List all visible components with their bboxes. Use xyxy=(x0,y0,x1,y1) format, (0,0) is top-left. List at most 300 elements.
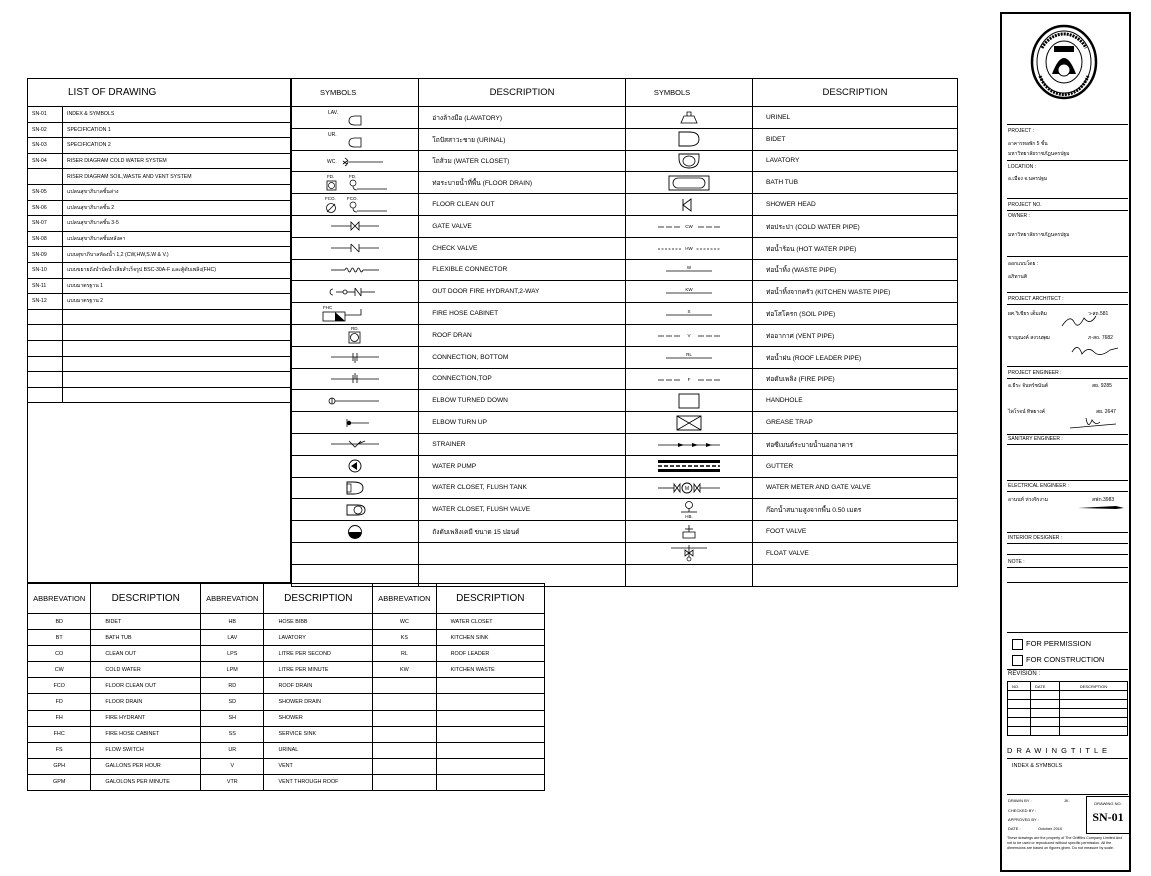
abbreviation-code: KS xyxy=(373,630,436,646)
symbol-cell xyxy=(292,281,419,303)
symbol-description: FIRE HOSE CABINET xyxy=(419,303,626,325)
location-value: อ.เมือง จ.นครปฐม xyxy=(1008,176,1048,182)
wc-flush-tank-symbol xyxy=(325,479,385,497)
abbreviation-row xyxy=(28,742,545,758)
symbol-description: ท่อน้ำทิ้ง (WASTE PIPE) xyxy=(752,259,957,281)
svg-text:FHC: FHC xyxy=(323,304,333,310)
architect-1-license: ว-สถ.581 xyxy=(1088,311,1109,317)
owner-label: OWNER : xyxy=(1008,213,1030,219)
abbreviation-code: SD xyxy=(201,694,264,710)
abbreviation-description xyxy=(436,758,544,774)
symbol-cell xyxy=(292,237,419,259)
symbol-description: ท่อระบายน้ำที่พื้น (FLOOR DRAIN) xyxy=(419,172,626,194)
symbol-row xyxy=(292,368,958,390)
project-name: อาคารหอพัก 5 ชั้น xyxy=(1008,141,1048,147)
abbreviation-code: CO xyxy=(28,646,91,662)
abbreviation-description: HOSE BIBB xyxy=(264,614,373,630)
svg-text:FCO.: FCO. xyxy=(325,195,336,201)
waste-pipe-symbol xyxy=(654,263,724,277)
drawing-name xyxy=(63,309,291,325)
symbol-description: โถส้วม (WATER CLOSET) xyxy=(419,150,626,172)
symbol-description: ก๊อกน้ำสนามสูงจากพื้น 0.50 เมตร xyxy=(752,499,957,521)
symbol-cell xyxy=(625,107,752,129)
abbreviation-code: FCO xyxy=(28,678,91,694)
list-of-drawing-title: LIST OF DRAWING xyxy=(28,79,291,107)
fire-pipe-symbol xyxy=(654,372,724,386)
architect-1-name: ผศ.วิเชียร เต็มเติม xyxy=(1008,311,1047,317)
symbol-description: GUTTER xyxy=(752,455,957,477)
symbol-row xyxy=(292,412,958,434)
symbol-cell xyxy=(292,215,419,237)
svg-text:HW: HW xyxy=(685,246,693,252)
symbol-description: BATH TUB xyxy=(752,172,957,194)
symbol-cell xyxy=(625,150,752,172)
abbreviation-description: COLD WATER xyxy=(91,662,201,678)
fire-hydrant-symbol xyxy=(325,285,385,299)
symbol-description: FLOOR CLEAN OUT xyxy=(419,194,626,216)
university-seal-icon xyxy=(1030,24,1098,100)
abbreviation-description: LITRE PER MINUTE xyxy=(264,662,373,678)
interior-designer-label: INTERIOR DESIGNER : xyxy=(1008,535,1063,541)
symbol-description xyxy=(419,542,626,564)
drawing-list-row xyxy=(28,372,291,388)
drawing-list-row xyxy=(28,122,291,138)
abbreviation-code: BD xyxy=(28,614,91,630)
drawing-code: SN-10 xyxy=(28,262,63,278)
symbol-row xyxy=(292,194,958,216)
lavatory-symbol xyxy=(325,108,385,126)
drawing-list-row xyxy=(28,262,291,278)
symbol-row xyxy=(292,390,958,412)
drawing-code: SN-07 xyxy=(28,216,63,232)
svg-text:RL: RL xyxy=(686,352,692,358)
drawing-list-row xyxy=(28,325,291,341)
abbreviation-code: UR xyxy=(201,742,264,758)
symbol-row xyxy=(292,172,958,194)
handhole-symbol xyxy=(659,392,719,410)
symbol-description: ท่อน้ำทิ้งจากครัว (KITCHEN WASTE PIPE) xyxy=(752,281,957,303)
abbr-description-header-1: DESCRIPTION xyxy=(91,584,201,614)
symbol-description: ท่อดับเพลิง (FIRE PIPE) xyxy=(752,368,957,390)
checked-by-label: CHECKED BY : xyxy=(1008,808,1037,813)
roof-leader-pipe-symbol xyxy=(654,350,724,364)
drawing-code xyxy=(28,325,63,341)
symbol-description: ท่อประปา (COLD WATER PIPE) xyxy=(752,215,957,237)
symbol-description: HANDHOLE xyxy=(752,390,957,412)
revision-description-header: DESCRIPTION xyxy=(1060,682,1128,691)
svg-text:LAV.: LAV. xyxy=(328,110,339,117)
symbol-cell xyxy=(625,259,752,281)
symbol-description: WATER PUMP xyxy=(419,455,626,477)
symbol-row xyxy=(292,346,958,368)
abbreviation-code: V xyxy=(201,758,264,774)
drawing-code xyxy=(28,309,63,325)
abbreviation-description: VENT THROUGH ROOF xyxy=(264,774,373,790)
symbol-cell xyxy=(625,128,752,150)
abbreviation-code: BT xyxy=(28,630,91,646)
drawing-list-row xyxy=(28,340,291,356)
drawing-list-row xyxy=(28,309,291,325)
abbreviation-code xyxy=(373,678,436,694)
symbols-header-2: SYMBOLS xyxy=(625,79,752,107)
location-label: LOCATION : xyxy=(1008,164,1036,170)
abbreviation-description: WATER CLOSET xyxy=(436,614,544,630)
symbols-table xyxy=(291,78,958,587)
drawing-code: SN-03 xyxy=(28,138,63,154)
drain-pipe-symbol xyxy=(654,437,724,451)
for-permission-label: FOR PERMISSION xyxy=(1026,639,1092,648)
symbol-cell xyxy=(625,412,752,434)
abbreviation-row xyxy=(28,774,545,790)
revision-label: REVISION : xyxy=(1008,671,1041,677)
drawing-name: แบบสุขาภิบาลห้องน้ำ 1,2 (CW,HW,S.W & V.) xyxy=(63,247,291,263)
symbol-row xyxy=(292,107,958,129)
title-block xyxy=(1000,12,1131,872)
drawing-code: SN-12 xyxy=(28,294,63,310)
svg-text:RD.: RD. xyxy=(351,326,359,332)
symbol-description: LAVATORY xyxy=(752,150,957,172)
symbol-description: BIDET xyxy=(752,128,957,150)
drawing-no-box xyxy=(1086,796,1130,834)
symbol-cell xyxy=(625,477,752,499)
gate-valve-symbol xyxy=(325,219,385,233)
water-meter-symbol xyxy=(654,480,724,496)
project-label: PROJECT : xyxy=(1008,128,1035,134)
drawing-title-value: INDEX & SYMBOLS xyxy=(1012,763,1063,769)
drawn-by-label: DRAWN BY : xyxy=(1008,798,1032,803)
symbol-row xyxy=(292,303,958,325)
roof-drain-symbol xyxy=(325,325,385,345)
abbreviation-description: KITCHEN WASTE xyxy=(436,662,544,678)
symbol-description: ท่ออากาศ (VENT PIPE) xyxy=(752,324,957,346)
svg-text:F: F xyxy=(687,376,691,382)
urinal-symbol xyxy=(325,130,385,148)
symbol-description: ถังดับเพลิงเคมี ขนาด 15 ปอนด์ xyxy=(419,521,626,543)
drawing-code: SN-04 xyxy=(28,153,63,169)
symbol-cell xyxy=(625,564,752,586)
hot-water-pipe-symbol xyxy=(654,241,724,255)
float-valve-symbol xyxy=(659,544,719,562)
project-owner-line: มหาวิทยาลัยราชภัฏนครปฐม xyxy=(1008,151,1070,157)
symbol-cell xyxy=(625,521,752,543)
cold-water-pipe-symbol xyxy=(654,219,724,233)
gutter-symbol xyxy=(654,458,724,474)
hose-bibb-symbol xyxy=(659,500,719,520)
symbol-row xyxy=(292,499,958,521)
symbol-description: STRAINER xyxy=(419,433,626,455)
svg-text:UR.: UR. xyxy=(328,132,337,139)
drawing-list-row xyxy=(28,200,291,216)
symbols-header-1: SYMBOLS xyxy=(292,79,419,107)
abbreviation-description: SERVICE SINK xyxy=(264,726,373,742)
svg-text:W: W xyxy=(686,264,692,270)
drawing-name: แบบมาตรฐาน 1 xyxy=(63,278,291,294)
symbol-description: ELBOW TURN UP xyxy=(419,412,626,434)
symbol-description: อ่างล้างมือ (LAVATORY) xyxy=(419,107,626,129)
symbol-cell xyxy=(292,150,419,172)
symbol-description: ELBOW TURNED DOWN xyxy=(419,390,626,412)
floor-clean-out-symbol xyxy=(315,195,395,215)
bidet-symbol xyxy=(659,130,719,148)
abbreviation-description xyxy=(436,726,544,742)
engineer-2-name: ไพโรจน์ ทิพยางค์ xyxy=(1008,409,1046,415)
symbol-row xyxy=(292,542,958,564)
grease-trap-symbol xyxy=(659,414,719,432)
abbreviation-code xyxy=(373,758,436,774)
symbol-description: WATER METER AND GATE VALVE xyxy=(752,477,957,499)
water-closet-symbol xyxy=(325,152,385,170)
abbreviation-description: ROOF DRAIN xyxy=(264,678,373,694)
drawing-name xyxy=(63,325,291,341)
vent-pipe-symbol xyxy=(654,328,724,342)
abbreviation-description xyxy=(436,678,544,694)
drawing-code xyxy=(28,169,63,185)
abbreviation-code: LPM xyxy=(201,662,264,678)
engineer-1-license: สย. 9285 xyxy=(1092,383,1112,389)
drawing-name: INDEX & SYMBOLS xyxy=(63,107,291,123)
abbreviation-code: FS xyxy=(28,742,91,758)
architect-2-name: ชาญณงค์ สงวนพุฒ xyxy=(1008,335,1050,341)
elbow-up-symbol xyxy=(325,416,385,430)
drawing-list-row xyxy=(28,247,291,263)
symbol-cell xyxy=(292,128,419,150)
drawing-name xyxy=(63,356,291,372)
drawing-name: RISER DIAGRAM COLD WATER SYSTEM xyxy=(63,153,291,169)
abbreviation-row xyxy=(28,646,545,662)
abbreviation-description: SHOWER xyxy=(264,710,373,726)
symbol-cell xyxy=(292,194,419,216)
abbreviation-code: LAV xyxy=(201,630,264,646)
symbol-description: CONNECTION, BOTTOM xyxy=(419,346,626,368)
symbol-cell xyxy=(292,346,419,368)
electrical-engineer-label: ELECTRICAL ENGINEER : xyxy=(1008,483,1069,489)
abbreviation-description: CLEAN OUT xyxy=(91,646,201,662)
designed-by-label: ออกแบบโดย : xyxy=(1008,261,1039,267)
symbol-row xyxy=(292,455,958,477)
drawing-list-row xyxy=(28,216,291,232)
drawing-name xyxy=(63,387,291,403)
drawing-code xyxy=(28,372,63,388)
abbreviation-description: URINAL xyxy=(264,742,373,758)
date-label: DATE : xyxy=(1008,826,1021,831)
abbreviation-code: SS xyxy=(201,726,264,742)
engineer-label: PROJECT ENGINEER : xyxy=(1008,370,1062,376)
for-construction-label: FOR CONSTRUCTION xyxy=(1026,655,1105,664)
drawing-no-label: DRAWING NO. xyxy=(1094,801,1122,806)
revision-table xyxy=(1007,681,1128,736)
wc-flush-valve-symbol xyxy=(325,501,385,519)
drawing-code xyxy=(28,356,63,372)
drawing-name: SPECIFICATION 2 xyxy=(63,138,291,154)
symbol-row xyxy=(292,128,958,150)
for-permission-checkbox[interactable] xyxy=(1012,639,1023,650)
symbol-cell xyxy=(292,303,419,325)
drawing-list-row xyxy=(28,356,291,372)
abbreviation-description: KITCHEN SINK xyxy=(436,630,544,646)
abbreviation-code: FH xyxy=(28,710,91,726)
for-construction-checkbox[interactable] xyxy=(1012,655,1023,666)
abbreviation-row xyxy=(28,726,545,742)
abbreviation-header-3: ABBREVATION xyxy=(373,584,436,614)
symbol-description: URINEL xyxy=(752,107,957,129)
abbreviation-code: HB xyxy=(201,614,264,630)
description-header-1: DESCRIPTION xyxy=(419,79,626,107)
drawing-code: SN-02 xyxy=(28,122,63,138)
abbreviation-code xyxy=(373,774,436,790)
abbreviation-description: GALLONS PER HOUR xyxy=(91,758,201,774)
abbreviation-description: LITRE PER SECOND xyxy=(264,646,373,662)
abbreviation-code: GPH xyxy=(28,758,91,774)
abbreviation-code: CW xyxy=(28,662,91,678)
symbol-cell xyxy=(292,521,419,543)
symbol-description: ท่อน้ำฝน (ROOF LEADER PIPE) xyxy=(752,346,957,368)
abbreviation-code: GPM xyxy=(28,774,91,790)
list-of-drawing-table xyxy=(27,78,291,403)
fire-extinguisher-symbol xyxy=(325,523,385,541)
symbol-row xyxy=(292,433,958,455)
drawing-name: แบบขยายถังบำบัดน้ำเสียสำเร็จรูป BSC-30A-F และตู้ดับเพลิง(FHC) xyxy=(63,262,291,278)
abbreviation-description: BATH TUB xyxy=(91,630,201,646)
electrical-engineer-license: สฟก.3983 xyxy=(1092,497,1115,503)
symbol-cell xyxy=(625,237,752,259)
abbr-description-header-2: DESCRIPTION xyxy=(264,584,373,614)
abbreviation-code: VTR xyxy=(201,774,264,790)
drawing-code: SN-11 xyxy=(28,278,63,294)
symbol-description: CONNECTION,TOP xyxy=(419,368,626,390)
drawing-list-row xyxy=(28,231,291,247)
symbol-cell xyxy=(292,499,419,521)
drawing-name: แปลนสุขาภิบาลชั้น 2 xyxy=(63,200,291,216)
connection-bottom-symbol xyxy=(325,350,385,364)
abbreviation-description: FIRE HYDRANT xyxy=(91,710,201,726)
symbol-cell xyxy=(625,324,752,346)
drawing-code: SN-08 xyxy=(28,231,63,247)
symbol-cell xyxy=(292,433,419,455)
soil-pipe-symbol xyxy=(654,307,724,321)
svg-text:FCO.: FCO. xyxy=(347,195,358,201)
drawing-list-row xyxy=(28,387,291,403)
symbol-cell xyxy=(292,412,419,434)
svg-text:FD.: FD. xyxy=(349,173,357,179)
abbreviation-code xyxy=(373,742,436,758)
drawing-name: แปลนสุขาภิบาลชั้น 3-5 xyxy=(63,216,291,232)
drawing-code: SN-09 xyxy=(28,247,63,263)
svg-text:S: S xyxy=(687,308,691,314)
symbol-description: GATE VALVE xyxy=(419,215,626,237)
lavatory-plan-symbol xyxy=(659,152,719,170)
symbol-description: OUT DOOR FIRE HYDRANT,2-WAY xyxy=(419,281,626,303)
svg-text:V: V xyxy=(687,333,691,339)
drawing-list-row xyxy=(28,294,291,310)
electrical-engineer-name: อานนท์ ห่วงจิรงาม xyxy=(1008,497,1049,503)
abbreviation-description xyxy=(436,742,544,758)
svg-text:KW: KW xyxy=(685,286,693,292)
symbol-description: GREASE TRAP xyxy=(752,412,957,434)
drawing-code: SN-01 xyxy=(28,107,63,123)
symbol-cell xyxy=(292,368,419,390)
strainer-symbol xyxy=(325,437,385,451)
symbol-cell xyxy=(292,477,419,499)
svg-text:CW: CW xyxy=(685,224,693,230)
svg-text:FD.: FD. xyxy=(327,173,335,179)
electrical-signature-icon xyxy=(1076,502,1126,512)
svg-text:M: M xyxy=(684,485,690,492)
drawing-name xyxy=(63,340,291,356)
abbreviation-row xyxy=(28,662,545,678)
symbol-row xyxy=(292,324,958,346)
abbreviation-description: GALOLONS PER MINUTE xyxy=(91,774,201,790)
drawing-name: SPECIFICATION 1 xyxy=(63,122,291,138)
symbol-cell xyxy=(625,433,752,455)
drawing-title-label: D R A W I N G T I T L E xyxy=(1007,746,1108,755)
drawing-name xyxy=(63,372,291,388)
urinel-symbol xyxy=(659,108,719,126)
symbol-description: FLOAT VALVE xyxy=(752,542,957,564)
approved-by-label: APPROVED BY : xyxy=(1008,817,1039,822)
abbreviation-code: LPS xyxy=(201,646,264,662)
abbreviation-description: SHOWER DRAIN xyxy=(264,694,373,710)
connection-top-symbol xyxy=(325,372,385,386)
abbreviation-description: VENT xyxy=(264,758,373,774)
drawing-list-row xyxy=(28,184,291,200)
abbreviation-description xyxy=(436,694,544,710)
drawing-list-row xyxy=(28,278,291,294)
symbol-description xyxy=(752,564,957,586)
drawing-list-row xyxy=(28,153,291,169)
symbol-description: โถปัสสาวะชาย (URINAL) xyxy=(419,128,626,150)
bath-tub-symbol xyxy=(659,174,719,192)
drawing-list-row xyxy=(28,169,291,185)
symbol-row xyxy=(292,150,958,172)
abbreviation-table xyxy=(27,583,545,791)
symbol-row xyxy=(292,259,958,281)
shower-head-symbol xyxy=(659,196,719,214)
abbreviation-description: LAVATORY xyxy=(264,630,373,646)
description-header-2: DESCRIPTION xyxy=(752,79,957,107)
symbol-row xyxy=(292,477,958,499)
drawing-name: แปลนสุขาภิบาลชั้นหลังคา xyxy=(63,231,291,247)
designed-by-value: อภิทานติ xyxy=(1008,274,1028,280)
abbreviation-row xyxy=(28,710,545,726)
abbreviation-row xyxy=(28,678,545,694)
engineer-2-signature-icon xyxy=(1068,414,1120,432)
abbreviation-description xyxy=(436,774,544,790)
symbol-description: WATER CLOSET, FLUSH TANK xyxy=(419,477,626,499)
drawing-list-row xyxy=(28,107,291,123)
abbreviation-code: FHC xyxy=(28,726,91,742)
symbol-cell xyxy=(292,259,419,281)
abbreviation-header-2: ABBREVATION xyxy=(201,584,264,614)
symbol-cell xyxy=(292,455,419,477)
drawn-by-value: JK. xyxy=(1064,798,1070,803)
symbol-cell xyxy=(625,172,752,194)
symbol-description: ท่อโสโครก (SOIL PIPE) xyxy=(752,303,957,325)
owner-value: มหาวิทยาลัยราชภัฏนครปฐม xyxy=(1008,232,1070,238)
symbol-cell xyxy=(625,215,752,237)
symbol-cell xyxy=(292,542,419,564)
symbol-row xyxy=(292,215,958,237)
drawing-code xyxy=(28,340,63,356)
abbreviation-row xyxy=(28,758,545,774)
drawing-code: SN-06 xyxy=(28,200,63,216)
abbreviation-code: RL xyxy=(373,646,436,662)
engineer-2-license: สย. 2647 xyxy=(1096,409,1116,415)
check-valve-symbol xyxy=(325,241,385,255)
foot-valve-symbol xyxy=(659,523,719,541)
engineer-1-name: อ.ธีระ จันทร์ชนันต์ xyxy=(1008,383,1049,389)
symbol-cell xyxy=(625,346,752,368)
architect-2-signature-icon xyxy=(1070,342,1120,360)
